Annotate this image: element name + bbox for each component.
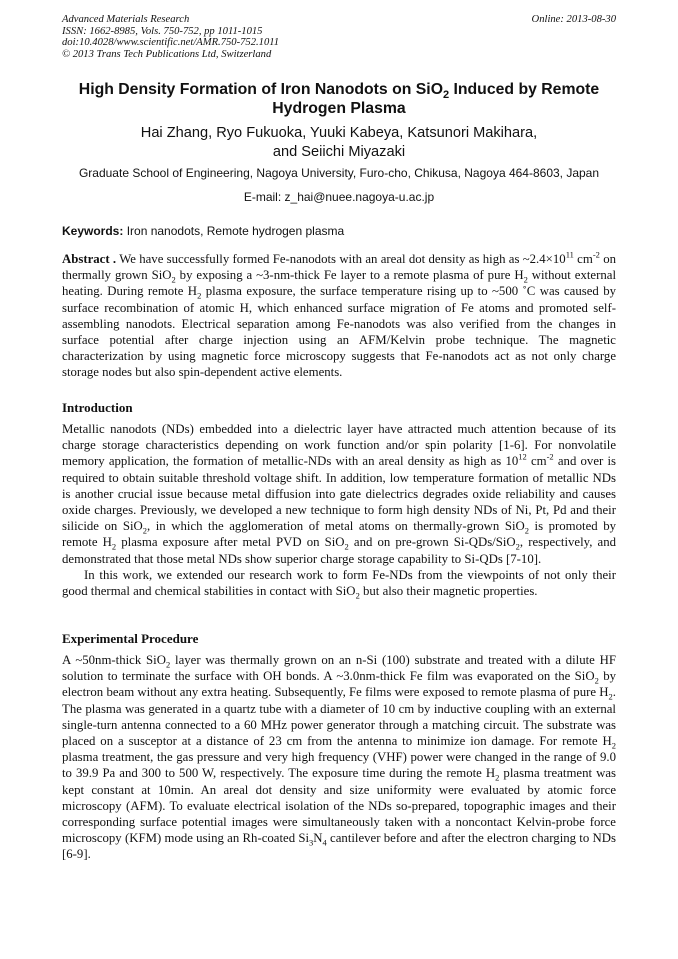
subscript: 2 — [197, 290, 202, 301]
copyright-line: © 2013 Trans Tech Publications Ltd, Switzerland — [62, 48, 272, 60]
subscript: 2 — [165, 659, 171, 670]
body-text: , in which the agglomeration of metal atoms on thermally-grown SiO — [147, 519, 525, 534]
body-text: , respectively, and demonstrated that those metal NDs show superior charge storage capability to Si-QDs [7-10]. — [62, 535, 616, 566]
superscript: 11 — [565, 249, 574, 260]
body-text: plasma exposure after metal PVD on SiO — [116, 535, 345, 550]
subscript: 2 — [355, 590, 360, 601]
superscript: 12 — [518, 452, 527, 463]
subscript: 2 — [111, 541, 117, 552]
body-text: but also their magnetic properties. — [359, 584, 538, 599]
body-text: . The plasma was generated in a quartz tube with a diameter of 10 cm by inductive coupling with an external single-turn antenna connected to a 60 MHz power generator through a matching circuit. The substrate was placed on a susceptor at a distance of 23 cm from the antenna to minimize ion damage. For remote H — [62, 685, 616, 749]
subscript: 2 — [523, 274, 528, 285]
abstract-text: We have successfully formed Fe-nanodots with an areal dot density as high as ~2.4×10 — [116, 252, 566, 266]
author-list — [40, 124, 638, 162]
body-text: and over is required to obtain suitable threshold voltage shift. In addition, low temperature formation of metallic NDs is another crucial issue because metal diffusion into gate dielectrics degrades oxide reliability and causes oxide charges. Previously, we developed a new technique to form high density NDs of Ni, Pt, Pd and their silicide on SiO — [62, 454, 616, 534]
paper-title — [40, 80, 638, 118]
subscript: 2 — [608, 691, 613, 702]
body-text: cantilever before and after the electron charging to NDs [6-9]. — [62, 831, 616, 862]
abstract-text: plasma exposure, the surface temperature rising up to ~500 ˚C was caused by surface recombination of atomic H, which enhanced surface migration of Fe atoms and promoted self-assembling nanodots. Electrical separation among Fe-nanodots was also verified from the changes in surface potential after charge injection using an AFM/Kelvin probe technique. The magnetic characterization by using magnetic force microscopy suggests that Fe-nanodots act as not only charge storage nodes but also spin-dependent active elements. — [62, 284, 616, 380]
authors-line-1: Hai Zhang, Ryo Fukuoka, Yuuki Kabeya, Katsunori Makihara, — [140, 125, 538, 141]
subscript: 2 — [142, 525, 148, 536]
subscript: 3 — [309, 837, 314, 848]
abstract-text: by exposing a ~3-nm-thick Fe layer to a remote plasma of pure H — [175, 268, 524, 283]
body-text: plasma treatment, the gas pressure and very high frequency (VHF) power were changed in the range of 9.0 to 39.9 Pa and 300 to 500 W, respectively. The exposure time during the remote H — [62, 750, 616, 781]
abstract — [62, 251, 616, 381]
contact-email: E-mail: z_hai@nuee.nagoya-u.ac.jp — [243, 190, 435, 204]
introduction-body — [62, 421, 616, 599]
superscript: -2 — [592, 249, 600, 260]
title-text: High Density Formation of Iron Nanodots on SiO — [78, 81, 443, 98]
title-text-cont: Induced by Remote — [449, 81, 600, 98]
body-text: Metallic nanodots (NDs) embedded into a dielectric layer have attracted much attention because of its charge storage characteristics depending on work function and/or spin polarity [1-6]. For nonvolatile memory application, the formation of metallic-NDs with an areal density as high as 10 — [62, 422, 616, 469]
body-text: cm — [526, 454, 547, 469]
authors-line-2: and Seiichi Miyazaki — [272, 144, 406, 160]
subscript: 2 — [515, 541, 520, 552]
body-text: is promoted by remote H — [62, 519, 616, 550]
abstract-text: on thermally grown SiO — [62, 252, 616, 283]
abstract-text: cm — [573, 252, 593, 266]
abstract-label: Abstract . — [62, 252, 117, 266]
journal-header — [62, 14, 279, 60]
body-text: A ~50nm-thick SiO — [62, 653, 166, 667]
keywords-text: Iron nanodots, Remote hydrogen plasma — [123, 224, 345, 238]
online-date: Online: 2013-08-30 — [531, 14, 616, 25]
subscript: 2 — [171, 274, 176, 285]
experimental-heading: Experimental Procedure — [62, 631, 199, 646]
subscript: 4 — [322, 837, 327, 848]
keywords — [62, 224, 616, 239]
journal-name: Advanced Materials Research — [62, 14, 190, 25]
subscript: 2 — [611, 740, 616, 751]
subscript: 2 — [594, 675, 599, 686]
body-text: by electron beam without any extra heating. Subsequently, Fe films were exposed to remote plasma of pure H — [62, 669, 617, 700]
title-line-2: Hydrogen Plasma — [272, 100, 406, 117]
body-text: plasma treatment was kept constant at 10min. An areal dot density and size uniformity were evaluated by atomic force microscopy (AFM). To evaluate electrical isolation of the NDs so-prepared, topographic images and their corresponding surface potential images were simultaneously taken with a noncontact Kelvin-probe force microscopy (KFM) mode using an Rh-coated Si — [62, 766, 616, 846]
issn-line: ISSN: 1662-8985, Vols. 750-752, pp 1011-1015 — [62, 25, 263, 37]
superscript: -2 — [546, 452, 554, 463]
abstract-text: without external heating. During remote H — [62, 268, 616, 299]
body-text: layer was thermally grown on an n-Si (100) substrate and treated with a dilute HF solution to terminate the surface with OH bonds. A ~3.0nm-thick Fe film was evaporated on the SiO — [62, 653, 616, 684]
subscript: 2 — [524, 525, 529, 536]
keywords-label: Keywords: — [62, 224, 124, 238]
subscript: 2 — [495, 772, 500, 783]
affiliation: Graduate School of Engineering, Nagoya University, Furo-cho, Chikusa, Nagoya 464-8603, Japan — [78, 166, 600, 180]
body-text: In this work, we extended our research work to form Fe-NDs from the viewpoints of not only their good thermal and chemical stabilities in contact with SiO — [62, 567, 616, 599]
experimental-body — [62, 652, 616, 863]
subscript: 2 — [344, 541, 349, 552]
doi-line: doi:10.4028/www.scientific.net/AMR.750-752.1011 — [62, 37, 280, 49]
body-text: and on pre-grown Si-QDs/SiO — [348, 535, 516, 550]
body-text: N — [313, 831, 323, 846]
introduction-heading: Introduction — [62, 400, 133, 415]
title-subscript: 2 — [442, 89, 450, 102]
